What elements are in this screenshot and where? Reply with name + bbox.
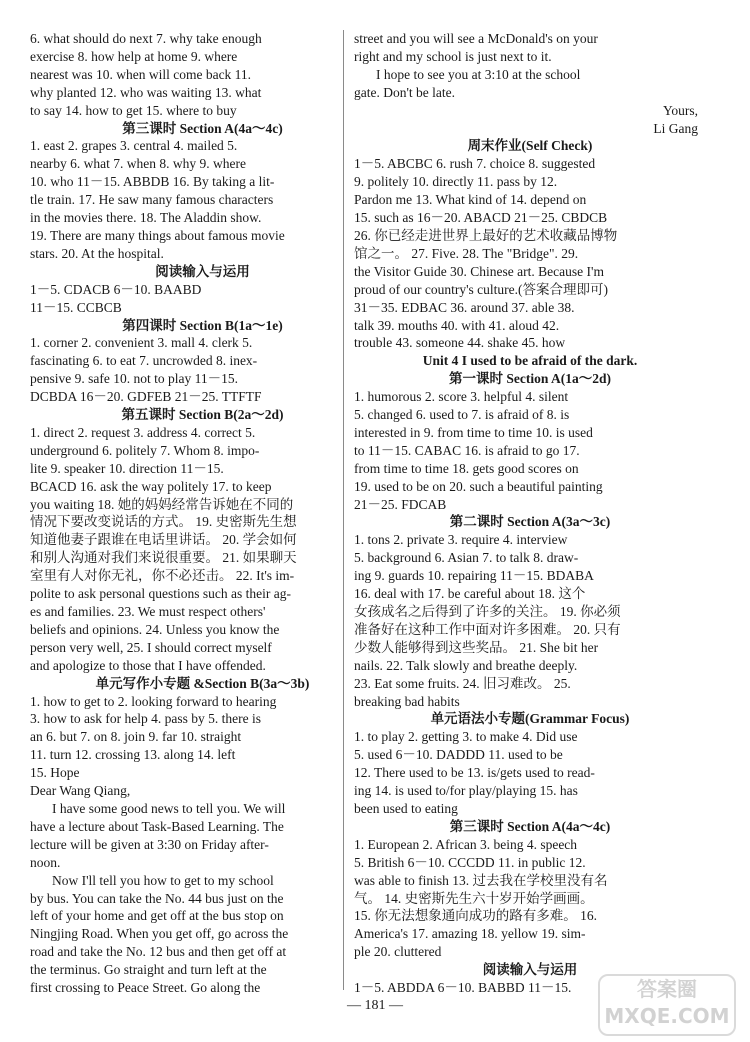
letter-line: I have some good news to tell you. We will — [52, 800, 286, 816]
letter-line: street and you will see a McDonald's on your — [354, 31, 598, 46]
text-line: 1－5. ABDDA 6－10. BABBD 11－15. — [354, 980, 572, 996]
section-heading: 第四课时 Section B(1a～1e) — [122, 317, 283, 333]
text-line: 女孩成名之后得到了许多的关注。 19. 你必须 — [354, 604, 621, 619]
text-line: 准备好在这种工作中面对许多困难。 20. 只有 — [354, 621, 621, 637]
text-line: 5. British 6－10. CCCDD 11. in public 12. — [354, 854, 586, 870]
section-heading: 第三课时 Section A(4a～4c) — [449, 818, 611, 834]
text-line: 5. used 6－10. DADDD 11. used to be — [354, 747, 563, 763]
text-line: 1. tons 2. private 3. require 4. interview — [354, 532, 568, 548]
text-line: nearest was 10. when will come back 11. — [30, 66, 252, 82]
text-line: beliefs and opinions. 24. Unless you know the — [30, 621, 280, 637]
section-heading: 单元写作小专题 &Section B(3a～3b) — [95, 675, 310, 691]
text-line: to say 14. how to get 15. where to buy — [30, 102, 237, 118]
text-line: from time to time 18. gets good scores on — [354, 460, 579, 476]
text-line: and apologize to those that I have offended. — [30, 657, 266, 673]
watermark-logo: 答案圈 MXQE.COM — [598, 974, 736, 1036]
letter-line: I hope to see you at 3:10 at the school — [376, 66, 581, 82]
text-line: 气。 14. 史密斯先生六十岁开始学画画。 — [354, 890, 594, 906]
letter-line: by bus. You can take the No. 44 bus just on the — [30, 890, 284, 906]
text-line: interested in 9. from time to time 10. is used — [354, 424, 593, 440]
text-line: 1. to play 2. getting 3. to make 4. Did use — [354, 729, 578, 745]
letter-line: noon. — [30, 854, 61, 870]
text-line: polite to ask personal questions such as their ag- — [30, 586, 291, 602]
letter-line: the terminus. Go straight and turn left at the — [30, 962, 267, 978]
text-line: 1－5. ABCBC 6. rush 7. choice 8. suggested — [354, 156, 596, 172]
text-line: lite 9. speaker 10. direction 11－15. — [30, 460, 224, 476]
text-line: 情况下要改变说话的方式。 19. 史密斯先生想 — [30, 514, 297, 530]
right-column — [354, 30, 706, 997]
text-line: 6. what should do next 7. why take enough — [30, 31, 262, 46]
text-line: ing 9. guards 10. repairing 11－15. BDABA — [354, 568, 594, 584]
text-line: to 11－15. CABAC 16. is afraid to go 17. — [354, 442, 580, 458]
text-line: 3. how to ask for help 4. pass by 5. there is — [30, 711, 261, 727]
section-heading: 第一课时 Section A(1a～2d) — [449, 371, 611, 387]
letter-signature: Li Gang — [653, 120, 698, 136]
text-line: why planted 12. who was waiting 13. what — [30, 84, 262, 100]
text-line: 知道他妻子跟谁在电话里讲话。 20. 学会如何 — [30, 532, 297, 548]
text-line: 1－5. CDACB 6－10. BAABD — [30, 281, 202, 297]
text-line: the Visitor Guide 30. Chinese art. Because I'm — [354, 263, 604, 279]
section-heading: 阅读输入与运用 — [482, 962, 578, 978]
letter-greeting: Dear Wang Qiang, — [30, 783, 131, 799]
left-column — [30, 30, 375, 997]
text-line: 19. There are many things about famous movie — [30, 227, 285, 243]
letter-line: gate. Don't be late. — [354, 84, 456, 100]
text-line: ple 20. cluttered — [354, 944, 442, 960]
text-line: you waiting 18. 她的妈妈经常告诉她在不同的 — [30, 496, 294, 512]
letter-line: Now I'll tell you how to get to my school — [52, 872, 274, 888]
letter-line: have a lecture about Task-Based Learning. The — [30, 818, 284, 834]
section-heading: 第五课时 Section B(2a～2d) — [121, 407, 284, 423]
section-heading: 第二课时 Section A(3a～3c) — [449, 514, 611, 530]
text-line: 1. corner 2. convenient 3. mall 4. clerk 5. — [30, 335, 253, 351]
text-line: tle train. 17. He saw many famous characters — [30, 192, 274, 208]
text-line: 少数人能够得到这些奖品。 21. She bit her — [354, 639, 599, 655]
text-line: ing 14. is used to/for play/playing 15. has — [354, 783, 578, 799]
section-heading: 周末作业(Self Check) — [467, 138, 593, 154]
text-line: trouble 43. someone 44. shake 45. how — [354, 335, 566, 351]
text-line: 和别人沟通对我们来说很重要。 21. 如果聊天 — [30, 550, 297, 566]
section-heading: 第三课时 Section A(4a～4c) — [122, 120, 283, 136]
text-line: DCBDA 16－20. GDFEB 21－25. TTFTF — [30, 389, 262, 405]
text-line: 21－25. FDCAB — [354, 496, 447, 512]
text-line: 19. used to be on 20. such a beautiful painting — [354, 478, 603, 494]
text-line: talk 39. mouths 40. with 41. aloud 42. — [354, 317, 560, 333]
text-line: America's 17. amazing 18. yellow 19. sim- — [354, 926, 586, 942]
text-line: 15. such as 16－20. ABACD 21－25. CBDCB — [354, 210, 608, 226]
text-line: BCACD 16. ask the way politely 17. to keep — [30, 478, 272, 494]
text-line: 23. Eat some fruits. 24. 旧习难改。 25. — [354, 675, 571, 691]
text-line: Pardon me 13. What kind of 14. depend on — [354, 192, 587, 208]
text-line: 15. Hope — [30, 765, 80, 781]
letter-line: left of your home and get off at the bus stop on — [30, 908, 284, 924]
text-line: 5. background 6. Asian 7. to talk 8. draw- — [354, 550, 579, 566]
text-line: 16. deal with 17. be careful about 18. 这个 — [354, 586, 586, 602]
text-line: in the movies there. 18. The Aladdin show. — [30, 210, 262, 226]
text-line: 9. politely 10. directly 11. pass by 12. — [354, 174, 558, 190]
text-line: 15. 你无法想象通向成功的路有多难。 16. — [354, 908, 597, 924]
letter-line: right and my school is just next to it. — [354, 48, 552, 64]
text-line: an 6. but 7. on 8. join 9. far 10. straight — [30, 729, 242, 745]
text-line: nearby 6. what 7. when 8. why 9. where — [30, 156, 246, 172]
text-line: 26. 你已经走进世界上最好的艺术收藏品博物 — [354, 227, 618, 243]
unit-title: Unit 4 I used to be afraid of the dark. — [422, 353, 638, 369]
text-line: 馆之一。 27. Five. 28. The "Bridge". 29. — [354, 245, 579, 261]
text-line: 10. who 11－15. ABBDB 16. By taking a lit- — [30, 174, 275, 190]
text-line: 1. how to get to 2. looking forward to hearing — [30, 693, 277, 709]
text-line: was able to finish 13. 过去我在学校里没有名 — [354, 872, 608, 888]
text-line: breaking bad habits — [354, 693, 460, 709]
text-line: es and families. 23. We must respect others' — [30, 604, 266, 619]
letter-closing: Yours, — [662, 102, 698, 118]
text-line: been used to eating — [354, 800, 458, 816]
text-line: underground 6. politely 7. Whom 8. impo- — [30, 442, 260, 458]
text-line: person very well, 25. I should correct myself — [30, 639, 272, 655]
text-line: 1. direct 2. request 3. address 4. correct 5. — [30, 424, 256, 440]
text-line: fascinating 6. to eat 7. uncrowded 8. inex- — [30, 353, 258, 369]
letter-line: first crossing to Peace Street. Go along the — [30, 980, 261, 996]
text-line: 11. turn 12. crossing 13. along 14. left — [30, 747, 236, 763]
section-heading: 单元语法小专题(Grammar Focus) — [430, 711, 630, 727]
letter-line: Ningjing Road. When you get off, go across the — [30, 926, 289, 942]
text-line: 31－35. EDBAC 36. around 37. able 38. — [354, 299, 575, 315]
page-number: — 181 — — [347, 998, 403, 1013]
text-line: 1. east 2. grapes 3. central 4. mailed 5. — [30, 138, 238, 154]
text-line: 1. European 2. African 3. being 4. speech — [354, 836, 578, 852]
text-line: 5. changed 6. used to 7. is afraid of 8. is — [354, 407, 570, 423]
section-heading: 阅读输入与运用 — [155, 263, 250, 279]
text-line: proud of our country's culture.(答案合理即可) — [354, 281, 609, 297]
text-line: 11－15. CCBCB — [30, 299, 122, 315]
letter-line: road and take the No. 12 bus and then get off at — [30, 944, 287, 960]
text-line: pensive 9. safe 10. not to play 11－15. — [30, 371, 238, 387]
text-line: stars. 20. At the hospital. — [30, 245, 164, 261]
column-divider — [343, 30, 344, 990]
text-line: exercise 8. how help at home 9. where — [30, 48, 238, 64]
text-line: nails. 22. Talk slowly and breathe deeply. — [354, 657, 578, 673]
letter-line: lecture will be given at 3:30 on Friday after- — [30, 836, 269, 852]
text-line: 室里有人对你无礼，你不必还击。 22. It's im- — [30, 568, 295, 584]
text-line: 1. humorous 2. score 3. helpful 4. silent — [354, 389, 569, 405]
text-line: 12. There used to be 13. is/gets used to read- — [354, 765, 595, 781]
